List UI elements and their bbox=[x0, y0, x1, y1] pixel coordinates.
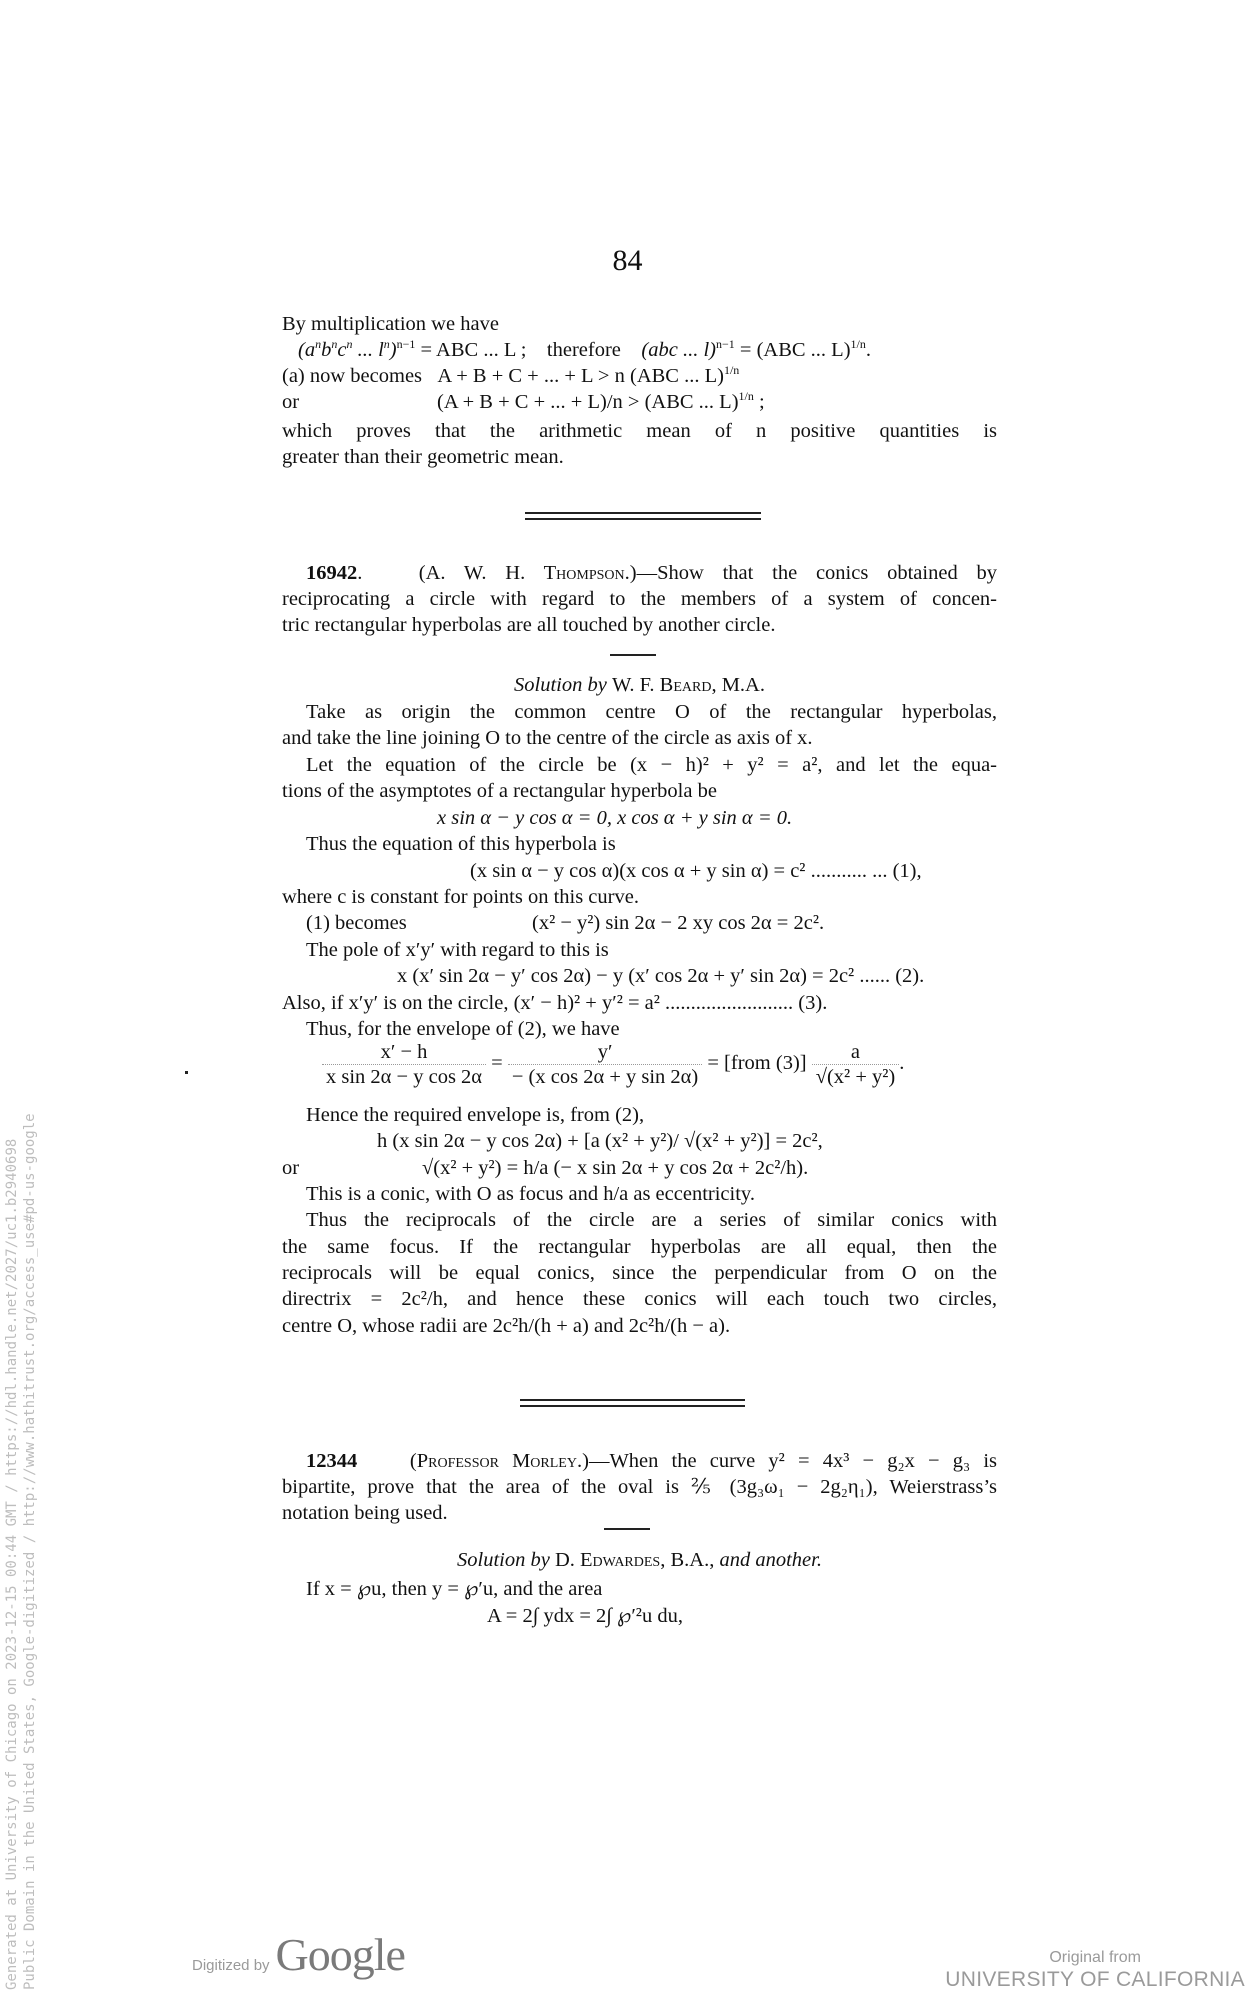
question-text: —Show that the conics obtained by bbox=[636, 562, 997, 584]
from-3: = [from (3)] bbox=[707, 1052, 807, 1075]
equation-3: Also, if x′y′ is on the circle, (x′ − h)² + y′² = a² ......................... (3). bbox=[282, 992, 828, 1014]
fraction: $\frac{a}{\text{√(x² + y²)}}$ bbox=[812, 1040, 900, 1089]
original-from bbox=[945, 1948, 1245, 1992]
equation-eq: = ABC ... L ; bbox=[415, 339, 527, 361]
section-divider bbox=[525, 512, 761, 520]
text-line: directrix = 2c²/h, and hence these conics will each touch two circles, bbox=[282, 1288, 997, 1310]
equation-line bbox=[282, 910, 997, 936]
short-divider bbox=[604, 1528, 650, 1530]
equation-1: (x sin α − y cos α)(x cos α + y sin α) = c² ........... ... (1), bbox=[470, 860, 922, 882]
expr: √(x² + y²) = h/a (− x sin 2α + y cos 2α + 2c²/h). bbox=[422, 1157, 809, 1179]
label: (1) becomes bbox=[306, 912, 407, 934]
fraction: $\frac{x' - h}{\text{x sin 2α − y cos 2α}}$ bbox=[322, 1040, 486, 1089]
equation-rhs: (abc ... l) bbox=[641, 339, 716, 361]
original-from-text: Original from bbox=[1049, 1949, 1141, 1966]
university-name: UNIVERSITY OF CALIFORNIA bbox=[945, 1968, 1245, 1991]
solver-suffix: and another. bbox=[719, 1549, 822, 1571]
solver-name: D. Edwardes, B.A., bbox=[554, 1549, 715, 1571]
equation: A = 2∫ ydx = 2∫ ℘′²u du, bbox=[487, 1605, 683, 1627]
text-line: This is a conic, with O as focus and h/a as eccentricity. bbox=[306, 1183, 755, 1205]
expr: (A + B + C + ... + L)/n > (ABC ... L) bbox=[437, 391, 739, 413]
solver-name: W. F. Beard, M.A. bbox=[611, 674, 765, 696]
text-line: reciprocating a circle with regard to the members of a system of concen- bbox=[282, 588, 997, 610]
short-divider bbox=[610, 654, 656, 656]
equation-line: ($a^nb^nc^n$ ... $l^n)^{n-1}$ = ABC ... L ; therefore (abc ... l)$^{n-1}$ = (ABC ... L)$^{1/n}$. bbox=[298, 337, 871, 361]
solution-by: Solution by bbox=[514, 674, 607, 696]
text-line: Let the equation of the circle be (x − h)² + y² = a², and let the equa- bbox=[306, 754, 997, 776]
question-header: 16942. (A. W. H. Thompson.)—Show that the conics obtained by bbox=[306, 562, 997, 584]
solution-heading bbox=[282, 672, 997, 698]
section-divider bbox=[520, 1399, 745, 1407]
text-line: tions of the asymptotes of a rectangular hyperbola be bbox=[282, 780, 717, 802]
text-line: Take as origin the common centre O of the rectangular hyperbolas, bbox=[306, 701, 997, 723]
text-line: The pole of x′y′ with regard to this is bbox=[306, 939, 609, 961]
text-line: notation being used. bbox=[282, 1502, 448, 1524]
stray-mark bbox=[185, 1071, 188, 1074]
solution-heading bbox=[282, 1547, 997, 1573]
equation-2: x (x′ sin 2α − y′ cos 2α) − y (x′ cos 2α + y′ sin 2α) = 2c² ...... (2). bbox=[397, 965, 925, 987]
text-line: Hence the required envelope is, from (2), bbox=[306, 1104, 645, 1126]
text-line: If x = ℘u, then y = ℘′u, and the area bbox=[306, 1578, 603, 1600]
page-number: 84 bbox=[612, 244, 643, 277]
question-number: 12344 bbox=[306, 1450, 358, 1472]
solution-by: Solution by bbox=[457, 1549, 550, 1571]
question-header bbox=[282, 1448, 997, 1474]
expr: A + B + C + ... + L > n (ABC ... L) bbox=[437, 365, 724, 387]
google-logo: Google bbox=[275, 1929, 405, 1980]
text-line: greater than their geometric mean. bbox=[282, 446, 564, 468]
equation-line bbox=[282, 1155, 997, 1181]
label: or bbox=[282, 391, 300, 413]
fraction: $\frac{y'}{\text{− (x cos 2α + y sin 2α)}}$ bbox=[508, 1040, 702, 1089]
text-line: the same focus. If the rectangular hyperbolas are all equal, then the bbox=[282, 1236, 997, 1258]
watermark-line: Generated at University of Chicago on 2023-12-15 00:44 GMT / https://hdl.handle.net/2027/uc1.b2940698 bbox=[4, 1138, 20, 1990]
expr: (x² − y²) sin 2α − 2 xy cos 2α = 2c². bbox=[532, 912, 825, 934]
therefore-word: therefore bbox=[546, 339, 621, 361]
text-line: By multiplication we have bbox=[282, 313, 499, 335]
digitized-by-google-logo bbox=[192, 1928, 405, 1981]
text-line: bipartite, prove that the area of the oval is ⅖ (3g₃ω₁ − 2g₂η₁), Weierstrass’s bbox=[282, 1476, 997, 1498]
text-line: tric rectangular hyperbolas are all touched by another circle. bbox=[282, 614, 776, 636]
text-line: where c is constant for points on this curve. bbox=[282, 886, 639, 908]
text-line: which proves that the arithmetic mean of n positive quantities is bbox=[282, 420, 997, 442]
text-line: and take the line joining O to the centre of the circle as axis of x. bbox=[282, 727, 813, 749]
equation: h (x sin 2α − y cos 2α) + [a (x² + y²)/ √(x² + y²)] = 2c², bbox=[377, 1130, 823, 1152]
equation-line: (a) now becomes A + B + C + ... + L > n (ABC ... L)$^{1/n}$ bbox=[282, 363, 740, 387]
label: (a) now becomes bbox=[282, 365, 423, 387]
fraction-equation: $\frac{x' - h}{\text{x sin 2α − y cos 2α}}$ = $\frac{y'}{\text{− (x cos 2α + y sin 2α)}}$ = [from (3)] $\frac{a}{\text{√(x² + y²)}}$ . bbox=[282, 1040, 1037, 1100]
equation-line: or (A + B + C + ... + L)/n > (ABC ... L)$^{1/n}$ ; bbox=[282, 389, 765, 413]
side-watermark bbox=[0, 0, 60, 1995]
text-line: Thus, for the envelope of (2), we have bbox=[306, 1018, 620, 1040]
equation: x sin α − y cos α = 0, x cos α + y sin α = 0. bbox=[437, 807, 793, 829]
text-line: Thus the equation of this hyperbola is bbox=[306, 833, 616, 855]
question-text: —When the curve y² = 4x³ − g₂x − g₃ is bbox=[588, 1450, 997, 1472]
equation-rhs2: = (ABC ... L) bbox=[734, 339, 851, 361]
question-number: 16942 bbox=[306, 562, 358, 584]
question-author: (A. W. H. Thompson.) bbox=[418, 562, 637, 584]
digitized-by-text: Digitized by bbox=[192, 1957, 270, 1974]
question-author: (Professor Morley.) bbox=[409, 1450, 589, 1472]
text-line: reciprocals will be equal conics, since the perpendicular from O on the bbox=[282, 1262, 997, 1284]
watermark-line: Public Domain in the United States, Google-digitized / http://www.hathitrust.org/access_use#pd-us-google bbox=[22, 1113, 38, 1990]
equation-lhs: ($a^nb^nc^n$ ... $l^n)^{n-1}$ bbox=[298, 337, 416, 361]
text-line: Thus the reciprocals of the circle are a series of similar conics with bbox=[306, 1209, 997, 1231]
text-line: centre O, whose radii are 2c²h/(h + a) and 2c²h/(h − a). bbox=[282, 1315, 731, 1337]
label: or bbox=[282, 1157, 300, 1179]
